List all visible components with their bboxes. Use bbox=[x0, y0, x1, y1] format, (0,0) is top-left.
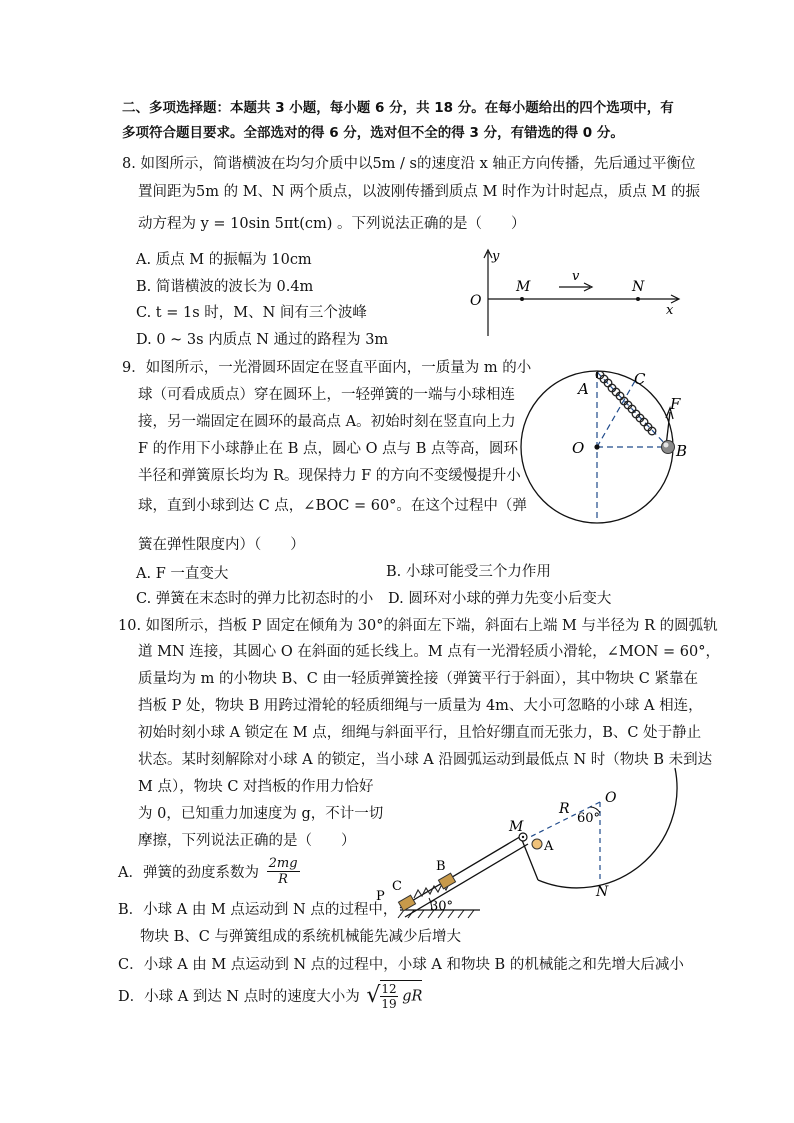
q8-fig-m: M bbox=[516, 279, 531, 295]
section-header-line2: 多项符合题目要求。全部选对的得 6 分，选对但不全的得 3 分，有错选的得 0 分。 bbox=[122, 125, 624, 141]
q10-line8: 为 0，已知重力加速度为 g，不计一切 bbox=[138, 806, 384, 822]
q10-option-a-numerator: 2mg bbox=[268, 856, 298, 871]
q10-option-d-radicand bbox=[380, 980, 422, 1011]
q10-fig-angle: 60° bbox=[577, 811, 601, 826]
q8-option-a: A. 质点 M 的振幅为 10cm bbox=[136, 252, 312, 268]
q8-fig-n: N bbox=[632, 279, 645, 295]
q10-option-b-line2: 物块 B、C 与弹簧组成的系统机械能先减少后增大 bbox=[140, 929, 461, 945]
q10-option-a bbox=[118, 856, 300, 890]
q8-option-b: B. 简谐横波的波长为 0.4m bbox=[136, 279, 314, 295]
q10-incline-figure bbox=[370, 764, 694, 922]
q10-fig-b: B bbox=[436, 859, 446, 874]
q10-option-a-denominator: R bbox=[278, 872, 288, 887]
q10-line4: 挡板 P 处，物块 B 用跨过滑轮的轻质细绳与一质量为 4m、大小可忽略的小球 A 相连， bbox=[138, 698, 703, 714]
q10-line3: 质量均为 m 的小物块 B、C 由一轻质弹簧拴接（弹簧平行于斜面），其中物块 C 紧靠在 bbox=[138, 671, 698, 687]
q8-fig-o: O bbox=[470, 293, 482, 309]
q10-line2: 道 MN 连接，其圆心 O 在斜面的延长线上。M 点有一光滑轻质小滑轮，∠MON = 60°， bbox=[138, 644, 720, 660]
q10-option-d-fraction bbox=[380, 982, 397, 1011]
q9-line7: 簧在弹性限度内）（ ） bbox=[138, 537, 305, 553]
sqrt-icon: √ bbox=[366, 983, 381, 1008]
q8-line1: 8. 如图所示，简谐横波在均匀介质中以5m / s的速度沿 x 轴正方向传播，先后通过平衡位 bbox=[122, 156, 696, 172]
q10-option-c: C．小球 A 由 M 点运动到 N 点的过程中，小球 A 和物块 B 的机械能之和先增大后减小 bbox=[118, 957, 684, 973]
q9-option-a: A. F 一直变大 bbox=[136, 566, 229, 582]
q10-option-a-fraction bbox=[267, 856, 300, 887]
q9-option-d: D. 圆环对小球的弹力先变小后变大 bbox=[388, 591, 612, 607]
q10-line9: 摩擦，下列说法正确的是（ ） bbox=[138, 833, 356, 849]
q10-fig-a: A bbox=[544, 839, 554, 854]
q8-option-c: C. t = 1s 时，M、N 间有三个波峰 bbox=[136, 305, 367, 321]
q8-line3: 动方程为 y = 10sin 5πt(cm) 。下列说法正确的是（ ） bbox=[138, 216, 526, 232]
q9-ring-figure bbox=[516, 366, 696, 524]
q9-line4: F 的作用下小球静止在 B 点，圆心 O 点与 B 点等高，圆环 bbox=[138, 441, 519, 457]
q8-fig-y: y bbox=[492, 249, 500, 264]
q10-fig-slope: 30° bbox=[430, 899, 454, 914]
q9-option-c: C. 弹簧在末态时的弹力比初态时的小 bbox=[136, 591, 374, 607]
q9-fig-c: C bbox=[634, 370, 646, 388]
block-c bbox=[398, 895, 415, 911]
q10-option-d-denominator: 19 bbox=[381, 997, 397, 1011]
q10-option-d-text: D．小球 A 到达 N 点时的速度大小为 bbox=[118, 989, 360, 1005]
q10-fig-c: C bbox=[392, 879, 402, 894]
q9-line1: 9．如图所示，一光滑圆环固定在竖直平面内，一质量为 m 的小 bbox=[122, 360, 532, 376]
q8-line2: 置间距为5m 的 M、N 两个质点，以波刚传播到质点 M 时作为计时起点，质点 M 的振 bbox=[138, 184, 700, 200]
q8-fig-v: v bbox=[572, 269, 580, 284]
q10-line6: 状态。某时刻解除对小球 A 的锁定，当小球 A 沿圆弧运动到最低点 N 时（物块 B 未到达 bbox=[138, 752, 713, 768]
q9-fig-o: O bbox=[572, 439, 585, 457]
q10-option-d-numerator: 12 bbox=[381, 982, 397, 996]
q10-line5: 初始时刻小球 A 锁定在 M 点，细绳与斜面平行，且恰好绷直而无张力，B、C 处于静止 bbox=[138, 725, 702, 741]
q10-option-d-radical bbox=[366, 980, 422, 1011]
q10-option-a-text: A．弹簧的劲度系数为 bbox=[118, 865, 259, 881]
q9-line6: 球，直到小球到达 C 点，∠BOC = 60°。在这个过程中（弹 bbox=[138, 498, 527, 514]
q9-fig-a: A bbox=[578, 380, 589, 398]
q10-line7: M 点），物块 C 对挡板的作用力恰好 bbox=[138, 779, 374, 795]
q10-fig-p: P bbox=[376, 889, 385, 904]
q9-line2: 球（可看成质点）穿在圆环上，一轻弹簧的一端与小球相连 bbox=[138, 387, 515, 403]
q10-fig-r: R bbox=[559, 801, 570, 817]
q8-wave-figure bbox=[462, 246, 686, 342]
q9-line3: 接，另一端固定在圆环的最高点 A。初始时刻在竖直向上力 bbox=[138, 414, 516, 430]
q9-option-b: B. 小球可能受三个力作用 bbox=[386, 564, 551, 580]
q9-line5: 半径和弹簧原长均为 R。现保持力 F 的方向不变缓慢提升小 bbox=[138, 468, 521, 484]
q10-fig-m: M bbox=[509, 819, 524, 835]
q10-fig-o: O bbox=[605, 790, 617, 806]
q10-line1: 10. 如图所示，挡板 P 固定在倾角为 30°的斜面左下端，斜面右上端 M 与半径为 R 的圆弧轨 bbox=[118, 618, 718, 634]
q10-option-b-line1: B．小球 A 由 M 点运动到 N 点的过程中， bbox=[118, 902, 398, 918]
q10-fig-n: N bbox=[596, 884, 609, 900]
q9-fig-f: F bbox=[670, 395, 681, 413]
q10-option-d-tail: gR bbox=[402, 988, 423, 1005]
section-header-line1: 二、多项选择题：本题共 3 小题，每小题 6 分，共 18 分。在每小题给出的四个选项中，有 bbox=[122, 100, 674, 116]
q10-option-d bbox=[118, 980, 422, 1016]
q9-fig-b: B bbox=[676, 442, 688, 460]
q8-fig-x: x bbox=[666, 303, 674, 318]
q8-option-d: D. 0 ~ 3s 内质点 N 通过的路程为 3m bbox=[136, 332, 389, 348]
ball-a bbox=[532, 839, 542, 849]
